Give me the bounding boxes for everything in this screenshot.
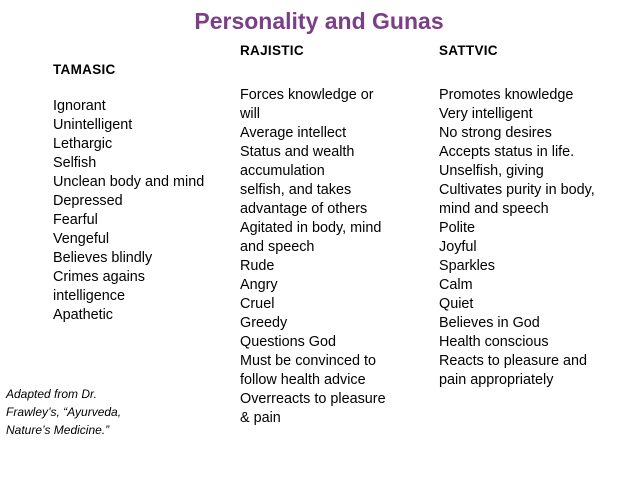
rajistic-trait-item: selfish, and takes	[240, 182, 352, 198]
sattvic-trait-item: Quiet	[439, 296, 474, 312]
rajistic-trait-item: Cruel	[240, 296, 275, 312]
tamasic-trait-item: Depressed	[53, 193, 123, 209]
tamasic-trait-item: intelligence	[53, 288, 126, 304]
sattvic-trait-item: Very intelligent	[439, 106, 533, 122]
tamasic-trait-item: Believes blindly	[53, 250, 153, 266]
sattvic-trait-item: Health conscious	[439, 334, 549, 350]
rajistic-trait-item: Questions God	[240, 334, 336, 350]
rajistic-trait-item: & pain	[240, 410, 281, 426]
rajistic-trait-item: accumulation	[240, 163, 325, 179]
tamasic-trait-item: Ignorant	[53, 98, 106, 114]
sattvic-trait-item: Cultivates purity in body,	[439, 182, 595, 198]
rajistic-heading: RAJISTIC	[240, 43, 304, 58]
citation-line: Nature’s Medicine.”	[6, 423, 110, 437]
sattvic-trait-item: Accepts status in life.	[439, 144, 575, 160]
rajistic-list	[240, 86, 386, 428]
tamasic-trait-item: Apathetic	[53, 307, 114, 323]
rajistic-trait-item: will	[240, 106, 260, 122]
rajistic-trait-item: Must be convinced to	[240, 353, 376, 369]
sattvic-trait-item: No strong desires	[439, 125, 552, 141]
rajistic-trait-item: and speech	[240, 239, 315, 255]
sattvic-trait-item: Believes in God	[439, 315, 540, 331]
rajistic-trait-item: follow health advice	[240, 372, 366, 388]
tamasic-trait-item: Unclean body and mind	[53, 174, 205, 190]
rajistic-trait-item: Average intellect	[240, 125, 347, 141]
rajistic-trait-item: Angry	[240, 277, 278, 293]
tamasic-trait-item: Selfish	[53, 155, 97, 171]
citation-note	[6, 385, 121, 439]
tamasic-trait-item: Unintelligent	[53, 117, 133, 133]
rajistic-trait-item: Greedy	[240, 315, 288, 331]
rajistic-trait-item: Rude	[240, 258, 275, 274]
sattvic-trait-item: Calm	[439, 277, 473, 293]
sattvic-trait-item: Promotes knowledge	[439, 87, 574, 103]
sattvic-trait-item: Polite	[439, 220, 475, 236]
rajistic-trait-item: Forces knowledge or	[240, 87, 374, 103]
tamasic-trait-item: Crimes agains	[53, 269, 145, 285]
rajistic-trait-item: advantage of others	[240, 201, 368, 217]
rajistic-trait-item: Overreacts to pleasure	[240, 391, 386, 407]
citation-line: Frawley’s, “Ayurveda,	[6, 405, 122, 419]
rajistic-trait-item: Agitated in body, mind	[240, 220, 382, 236]
tamasic-trait-item: Fearful	[53, 212, 98, 228]
sattvic-trait-item: pain appropriately	[439, 372, 554, 388]
page-title: Personality and Gunas	[194, 8, 444, 34]
rajistic-trait-item: Status and wealth	[240, 144, 355, 160]
tamasic-list	[53, 97, 204, 325]
sattvic-list	[439, 86, 595, 390]
sattvic-trait-item: Reacts to pleasure and	[439, 353, 587, 369]
tamasic-trait-item: Vengeful	[53, 231, 110, 247]
sattvic-trait-item: Sparkles	[439, 258, 495, 274]
tamasic-trait-item: Lethargic	[53, 136, 113, 152]
sattvic-trait-item: Joyful	[439, 239, 477, 255]
sattvic-trait-item: mind and speech	[439, 201, 549, 217]
sattvic-heading: SATTVIC	[439, 43, 498, 58]
citation-line: Adapted from Dr.	[6, 387, 97, 401]
sattvic-trait-item: Unselfish, giving	[439, 163, 544, 179]
tamasic-heading: TAMASIC	[53, 62, 116, 77]
